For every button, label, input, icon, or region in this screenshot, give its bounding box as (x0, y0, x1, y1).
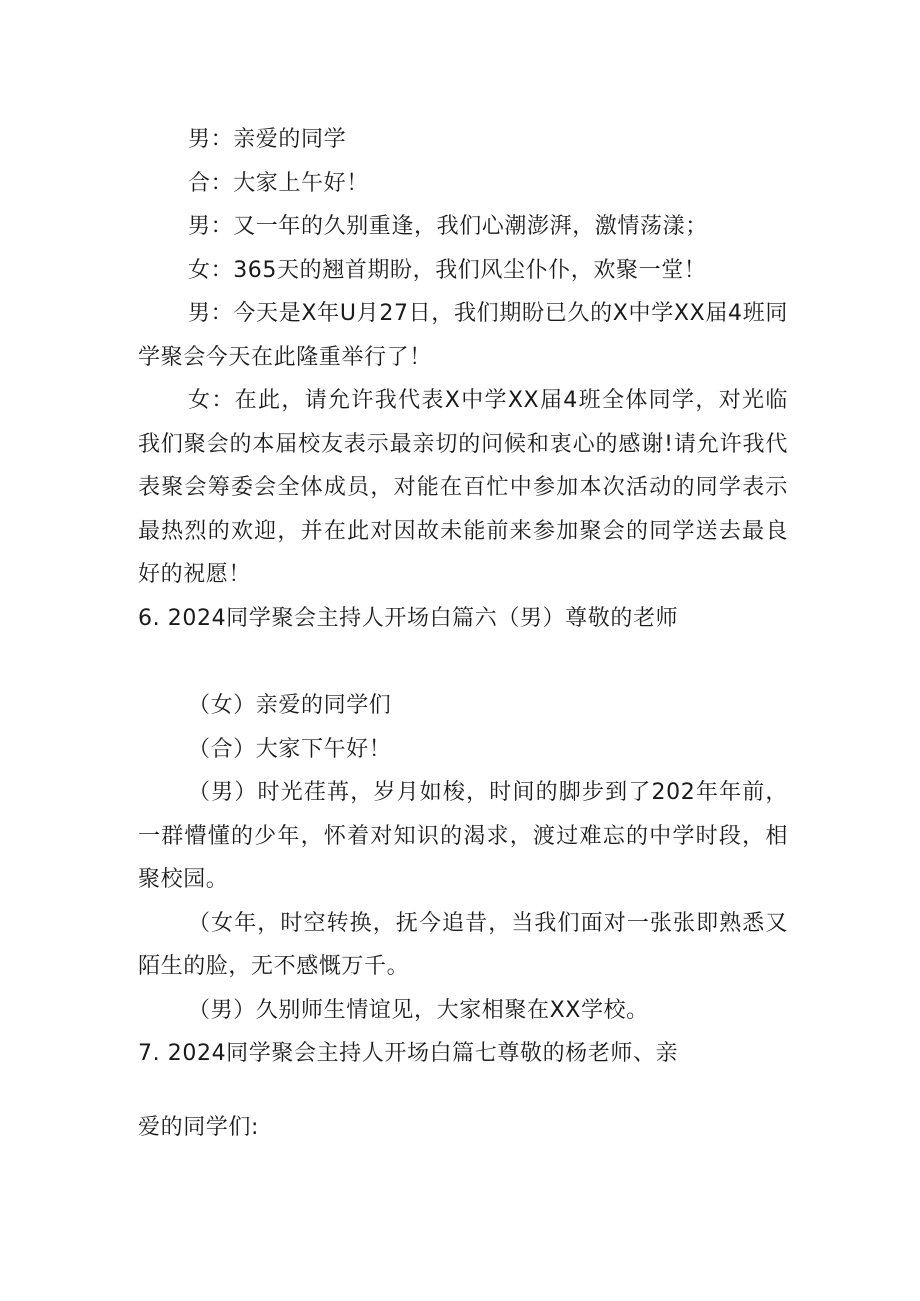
dialogue-line: （男）久别师生情谊见，大家相聚在XX学校。 (188, 997, 649, 1023)
dialogue-line: （女年，时空转换，抚今追昔，当我们面对一张张即熟悉又陌生的脸，无不感慨万千。 (138, 910, 788, 979)
spacer (138, 1076, 788, 1106)
dialogue-line: 女：在此，请允许我代表X中学XX届4班全体同学，对光临我们聚会的本届校友表示最亲切的问候和衷心的感谢!请允许我代表聚会筹委会全体成员，对能在百忙中参加本次活动的同学表示最热烈的欢迎，并在此对因故未能前来参加聚会的同学送去最良好的祝愿！ (138, 388, 788, 587)
dialogue-line: （男）时光荏苒，岁月如梭，时间的脚步到了202年年前，一群懵懂的少年，怀着对知识的渴求，渡过难忘的中学时段，相聚校园。 (138, 780, 788, 892)
closing-line: 爱的同学们: (138, 1114, 260, 1140)
section-heading-6: 6. 2024同学聚会主持人开场白篇六（男）尊敬的老师 (138, 605, 679, 631)
dialogue-line: （合）大家下午好！ (188, 736, 392, 762)
spacer (138, 640, 788, 684)
dialogue-line: 男：又一年的久别重逢，我们心潮澎湃，激情荡漾； (188, 214, 708, 239)
dialogue-line: 合：大家上午好！ (188, 170, 369, 196)
dialogue-line: （女）亲爱的同学们 (188, 693, 392, 718)
document-page (138, 118, 788, 1149)
dialogue-line: 女：365天的翘首期盼，我们风尘仆仆，欢聚一堂！ (188, 257, 707, 283)
dialogue-line: 男：亲爱的同学 (188, 127, 347, 152)
section-heading-7: 7. 2024同学聚会主持人开场白篇七尊敬的杨老师、亲 (138, 1041, 679, 1066)
dialogue-line: 男：今天是X年U月27日，我们期盼已久的X中学XX届4班同学聚会今天在此隆重举行了！ (138, 301, 788, 370)
